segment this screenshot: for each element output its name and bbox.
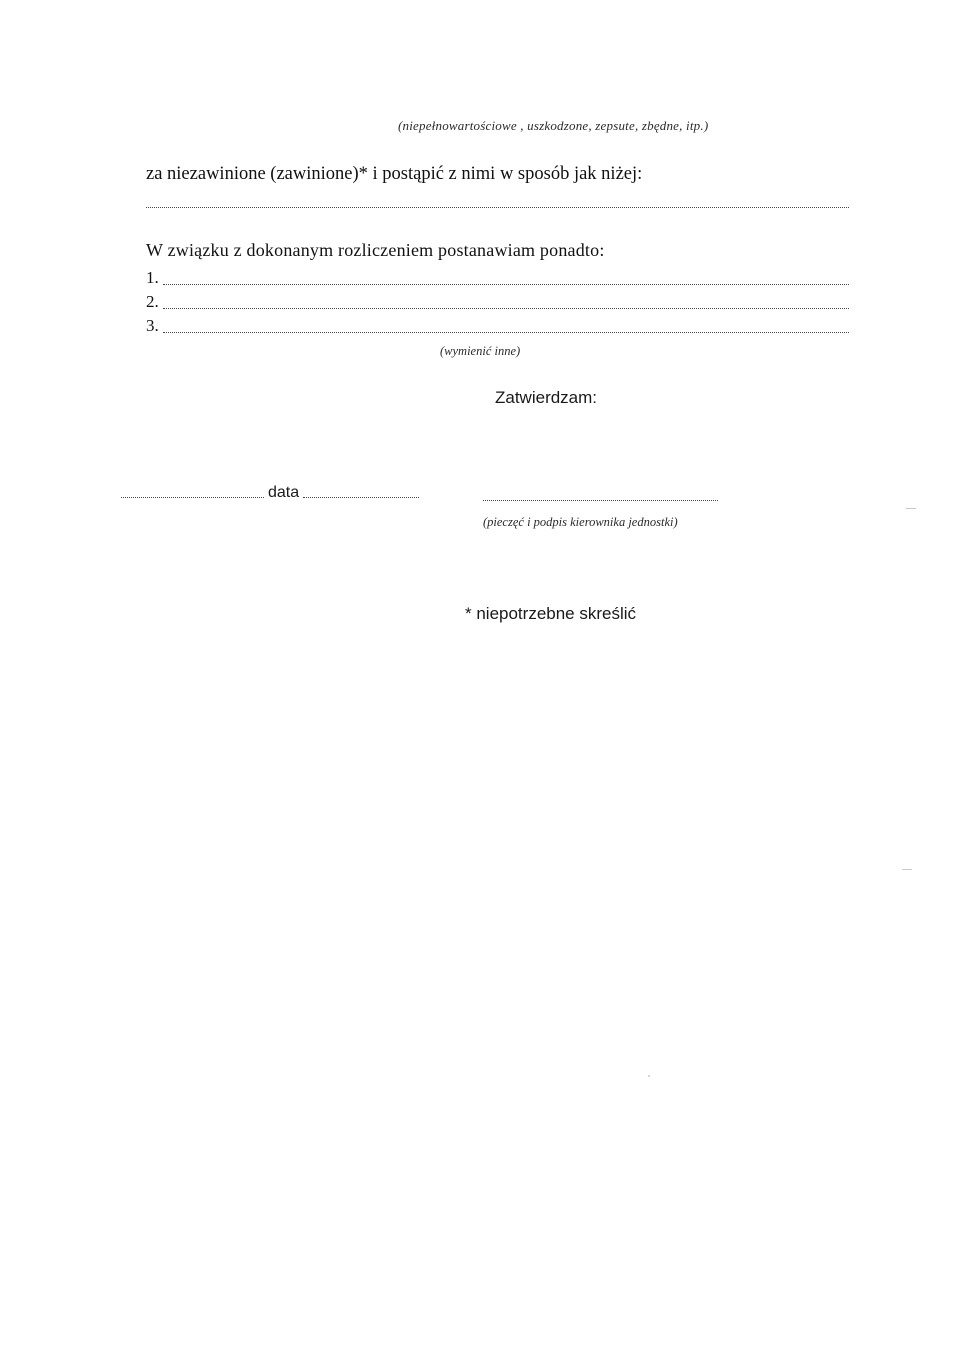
- signature-fill-line: [483, 500, 718, 501]
- scan-speck: [906, 508, 916, 509]
- scan-speck: [648, 1075, 650, 1077]
- item-types-note: (niepełnowartościowe , uszkodzone, zepsute, zbędne, itp.): [398, 118, 709, 133]
- decision-statement: za niezawinione (zawinione)* i postąpić z nimi w sposób jak niżej:: [146, 164, 643, 184]
- settlement-statement: W związku z dokonanym rozliczeniem postanawiam ponadto:: [146, 240, 605, 260]
- item-number-3: 3.: [146, 316, 159, 335]
- date-field: [121, 484, 419, 502]
- date-fill-line-right: [303, 497, 419, 498]
- item-number-1: 1.: [146, 268, 159, 287]
- date-fill-line-left: [121, 497, 264, 498]
- footnote: * niepotrzebne skreślić: [465, 604, 637, 623]
- approve-label: Zatwierdzam:: [495, 388, 598, 407]
- signature-note: (pieczęć i podpis kierownika jednostki): [483, 515, 678, 529]
- date-label: data: [268, 484, 300, 501]
- other-items-note: (wymienić inne): [440, 344, 521, 358]
- item-fill-line-3: [163, 332, 849, 333]
- scan-speck: [902, 869, 912, 870]
- item-number-2: 2.: [146, 292, 159, 311]
- item-fill-line-2: [163, 308, 849, 309]
- decision-fill-line: [146, 207, 849, 208]
- item-fill-line-1: [163, 284, 849, 285]
